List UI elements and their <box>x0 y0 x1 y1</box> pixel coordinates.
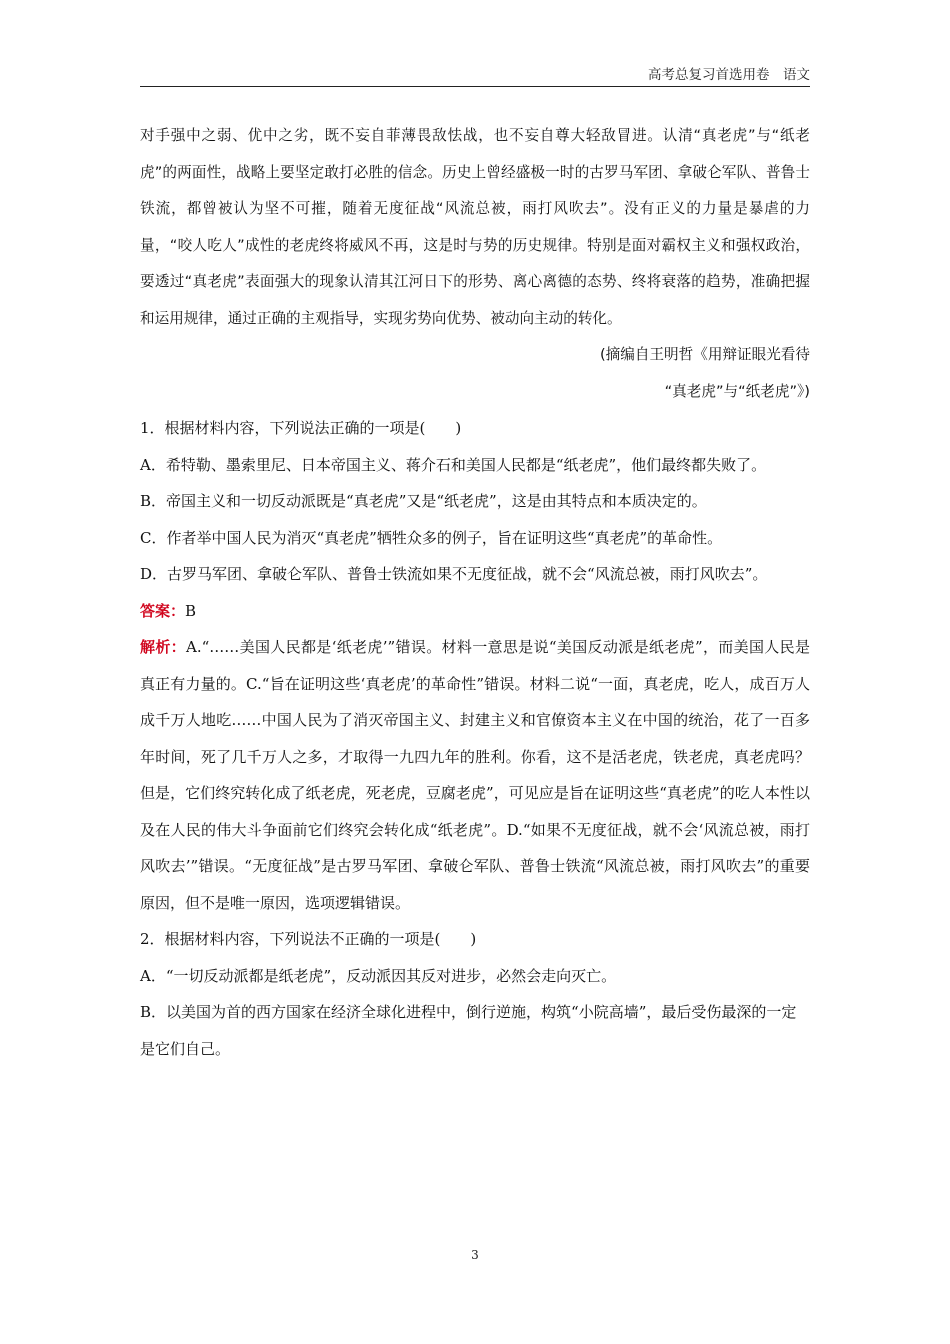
question-1-answer <box>140 593 810 630</box>
question-1-option-b: B．帝国主义和一切反动派既是“真老虎”又是“纸老虎”，这是由其特点和本质决定的。 <box>140 492 707 510</box>
answer-label: 答案： <box>140 601 186 620</box>
analysis-label: 解析： <box>140 638 187 656</box>
document-body <box>140 118 810 1067</box>
question-1-analysis <box>140 629 810 921</box>
analysis-text: A.“……美国人民都是‘纸老虎’”错误。材料一意思是说“美国反动派是纸老虎”，而美国人民是真正有力量的。C.“旨在证明这些‘真老虎’的革命性”错误。材料二说“一面，真老虎，吃人，成百万人成千万人地吃……中国人民为了消灭帝国主义、封建主义和官僚资本主义在中国的统治，花了一百多年时间，死了几千万人之多，才取得一九四九年的胜利。你看，这不是活老虎，铁老虎，真老虎吗？但是，它们终究转化成了纸老虎，死老虎，豆腐老虎”，可见应是旨在证明这些“真老虎”的吃人本性以及在人民的伟大斗争面前它们终究会转化成“纸老虎”。D.“如果不无度征战，就不会‘风流总被，雨打风吹去’”错误。“无度征战”是古罗马军团、拿破仑军队、普鲁士铁流“风流总被，雨打风吹去”的重要原因，但不是唯一原因，选项逻辑错误。 <box>140 638 810 912</box>
source-citation-line-1: (摘编自王明哲《用辩证眼光看待 <box>599 346 810 363</box>
question-2-option-b: B．以美国为首的西方国家在经济全球化进程中，倒行逆施，构筑“小院高墙”，最后受伤最深的一定是它们自己。 <box>140 1003 797 1058</box>
source-citation-line-2: “真老虎”与“纸老虎”》) <box>664 382 810 400</box>
question-1-option-a: A．希特勒、墨索里尼、日本帝国主义、蒋介石和美国人民都是“纸老虎”，他们最终都失败了。 <box>140 455 767 474</box>
question-2-stem: 2．根据材料内容，下列说法不正确的一项是( ) <box>140 930 477 948</box>
question-1-option-c: C．作者举中国人民为消灭“真老虎”牺牲众多的例子，旨在证明这些“真老虎”的革命性。 <box>140 528 723 547</box>
answer-value: B <box>185 601 197 620</box>
page-header <box>140 64 810 87</box>
passage-paragraph: 对手强中之弱、优中之劣，既不妄自菲薄畏敌怯战，也不妄自尊大轻敌冒进。认清“真老虎”与“纸老虎”的两面性，战略上要坚定敢打必胜的信念。历史上曾经盛极一时的古罗马军团、拿破仑军队、普鲁士铁流，都曾被认为坚不可摧，随着无度征战“风流总被，雨打风吹去”。没有正义的力量是暴虐的力量，“咬人吃人”成性的老虎终将威风不再，这是时与势的历史规律。特别是面对霸权主义和强权政治，要透过“真老虎”表面强大的现象认清其江河日下的形势、离心离德的态势、终将衰落的趋势，准确把握和运用规律，通过正确的主观指导，实现劣势向优势、被动向主动的转化。 <box>140 127 810 327</box>
header-title: 高考总复习首选用卷 语文 <box>648 67 810 83</box>
question-1-stem: 1．根据材料内容，下列说法正确的一项是( ) <box>140 419 462 437</box>
question-1-option-d: D．古罗马军团、拿破仑军队、普鲁士铁流如果不无度征战，就不会“风流总被，雨打风吹去”。 <box>140 565 768 583</box>
page-number: 3 <box>471 1248 479 1262</box>
question-2-option-a: A．“一切反动派都是纸老虎”，反动派因其反对进步，必然会走向灭亡。 <box>140 966 617 985</box>
